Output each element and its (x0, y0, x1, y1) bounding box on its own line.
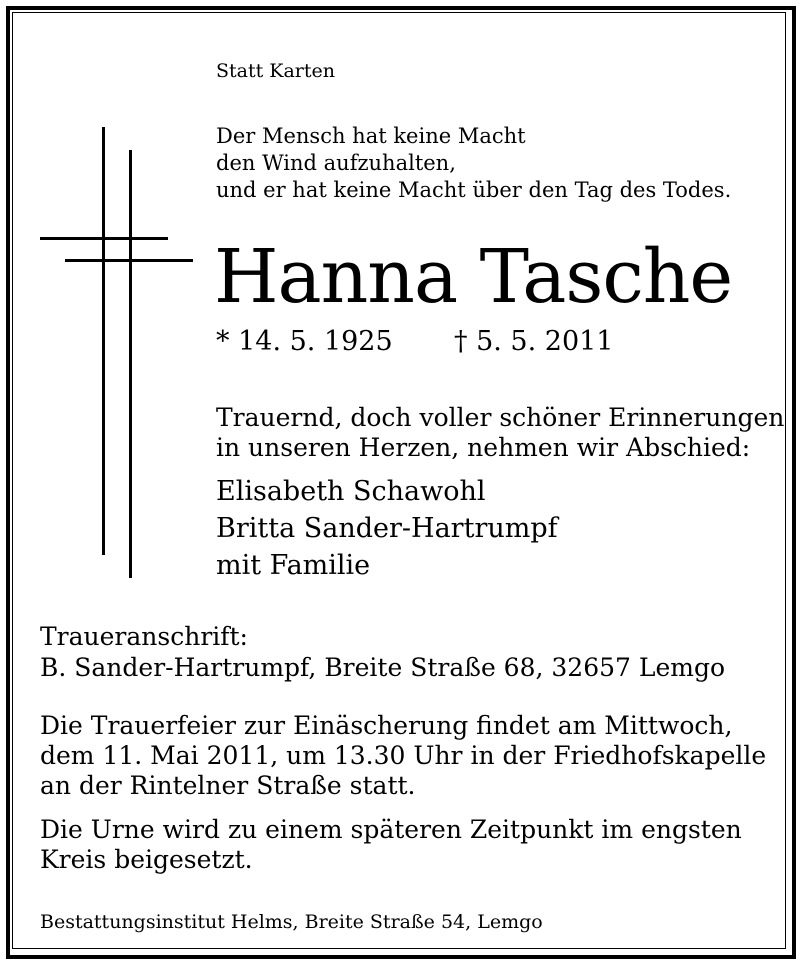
urn-text: Die Urne wird zu einem späteren Zeitpunkt im engsten Kreis beigesetzt. (40, 815, 742, 874)
address-value: B. Sander-Hartrumpf, Breite Straße 68, 32657 Lemgo (40, 653, 726, 682)
family-member: Britta Sander-Hartrumpf (216, 513, 558, 544)
address-label: Traueranschrift: (40, 622, 248, 651)
deceased-name: Hanna Tasche (214, 234, 733, 320)
birth-date: * 14. 5. 1925 (216, 326, 393, 357)
statt-karten: Statt Karten (216, 60, 336, 82)
ceremony-text: Die Trauerfeier zur Einäscherung findet am Mittwoch, dem 11. Mai 2011, um 13.30 Uhr in der Friedhofskapelle an der Rintelner Straße statt. (40, 711, 767, 800)
family-member: Elisabeth Schawohl (216, 476, 486, 507)
verse: Der Mensch hat keine Macht den Wind aufzuhalten, und er hat keine Macht über den Tag des Todes. (216, 124, 732, 202)
undertaker: Bestattungsinstitut Helms, Breite Straße 54, Lemgo (40, 911, 543, 933)
death-date: † 5. 5. 2011 (454, 326, 614, 357)
family-member: mit Familie (216, 550, 371, 581)
mourning-text: Trauernd, doch voller schöner Erinnerungen in unseren Herzen, nehmen wir Abschied: (216, 403, 785, 462)
